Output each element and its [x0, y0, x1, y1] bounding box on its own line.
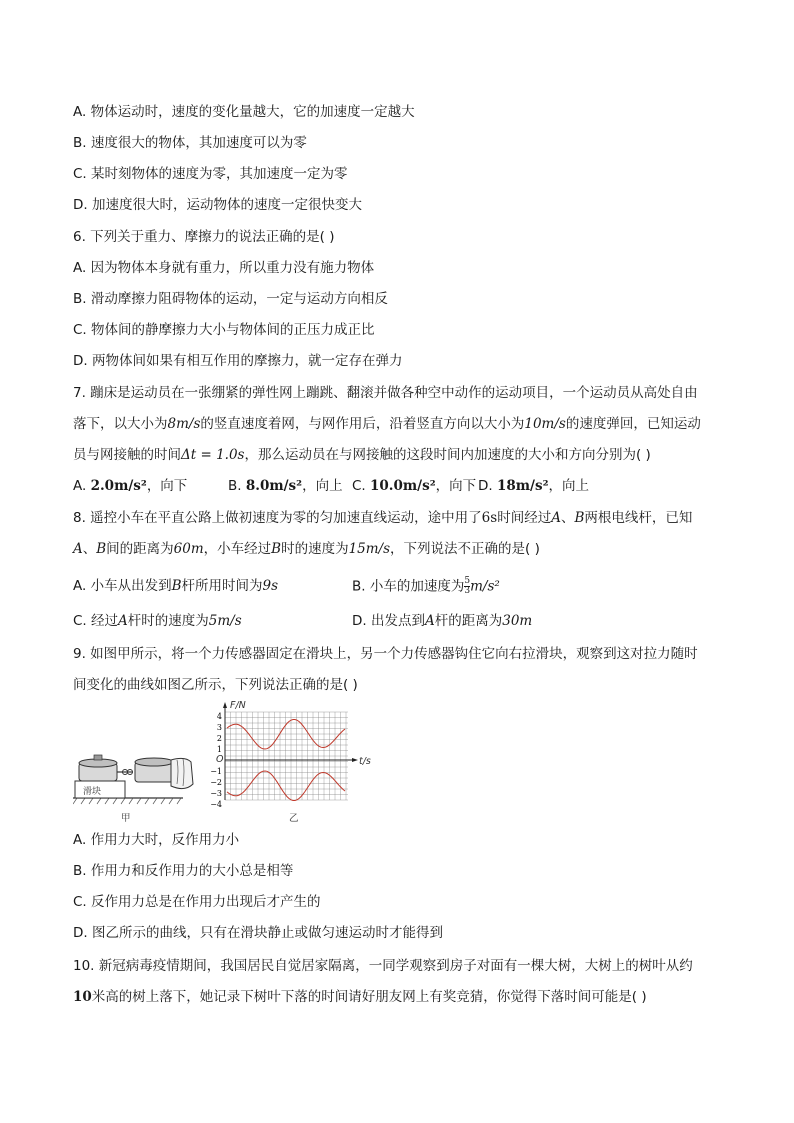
q8-stem-line2	[73, 540, 540, 558]
q5-option-d: D. 加速度很大时，运动物体的速度一定很快变大	[73, 197, 362, 213]
option-text: ，向下	[435, 478, 477, 494]
q7-option-d	[478, 477, 589, 495]
q6-option-d: D. 两物体间如果有相互作用的摩擦力，就一定存在弹力	[73, 353, 403, 369]
q7-option-c	[352, 477, 476, 495]
q8-symbol: A	[73, 541, 83, 557]
q6-option-a: A. 因为物体本身就有重力，所以重力没有施力物体	[73, 260, 375, 276]
q7-value: Δt = 1.0s	[181, 447, 245, 463]
q7-options	[73, 477, 187, 495]
q8-value: 15m/s	[348, 541, 391, 557]
y-axis-arrow	[223, 702, 227, 708]
q8-text: 杆的距离为	[434, 613, 503, 629]
option-letter: B.	[228, 478, 246, 494]
q8-value: 9s	[262, 578, 279, 594]
y-tick-label: −2	[210, 778, 222, 787]
q8-text: 杆所用时间为	[181, 578, 263, 594]
q8-text: 两根电线杆，已知	[584, 510, 693, 526]
option-letter: D.	[478, 478, 497, 494]
q8-value: 5m/s	[208, 613, 242, 629]
q8-option-a	[73, 577, 278, 595]
option-letter: C.	[352, 478, 371, 494]
q8-symbol: B	[271, 541, 282, 557]
q8-symbol: A	[551, 510, 561, 526]
q7-text: ，那么运动员在与网接触的这段时间内加速度的大小和方向分别为( )	[244, 447, 651, 463]
apparatus-diagram	[73, 700, 203, 825]
q8-option-d	[352, 612, 532, 630]
q8-text: 杆时的速度为	[127, 613, 209, 629]
option-text: ，向上	[302, 478, 343, 494]
q8-value: 30m	[502, 613, 533, 629]
q8-text: 时间经过	[497, 510, 552, 526]
figure-yi-label: 乙	[289, 813, 299, 824]
q9-option-a: A. 作用力大时，反作用力小	[73, 832, 240, 848]
q8-text: B. 小车的加速度为	[352, 578, 465, 595]
q7-stem-line3	[73, 446, 651, 464]
q7-text: 落下，以大小为	[73, 416, 168, 432]
origin-label: O	[216, 754, 224, 765]
x-axis-arrow	[352, 758, 358, 762]
force-time-graph	[208, 700, 383, 810]
q7-text: 员与网接触的时间	[73, 447, 181, 463]
q9-stem-line1: 9. 如图甲所示，将一个力传感器固定在滑块上，另一个力传感器钩住它向右拉滑块，观察到这对拉力随时	[73, 646, 698, 662]
y-tick-label: −4	[210, 800, 222, 809]
q6-option-c: C. 物体间的静摩擦力大小与物体间的正压力成正比	[73, 322, 375, 338]
y-tick-label: 1	[216, 745, 222, 754]
q8-text: 8. 遥控小车在平直公路上做初速度为零的匀加速直线运动，途中用了	[73, 510, 482, 526]
q8-option-b	[352, 577, 500, 596]
q9-stem-line2: 间变化的曲线如图乙所示，下列说法正确的是( )	[73, 677, 358, 693]
force-curve-lower	[227, 771, 345, 801]
option-text: ，向上	[548, 478, 589, 494]
q7-stem-line1: 7. 蹦床是运动员在一张绷紧的弹性网上蹦跳、翻滚并做各种空中动作的运动项目，一个运动员从高处自由	[73, 385, 698, 401]
y-tick-label: 2	[216, 734, 222, 743]
q7-text: 的速度弹回，已知运动	[565, 416, 701, 432]
y-axis-label: F/N	[230, 700, 246, 711]
q8-text: 时的速度为	[281, 541, 349, 557]
option-letter: A.	[73, 478, 91, 494]
q9-option-c: C. 反作用力总是在作用力出现后才产生的	[73, 894, 321, 910]
y-tick-label: 4	[216, 712, 222, 721]
option-value: 18m/s²	[496, 478, 549, 494]
q9-option-b: B. 作用力和反作用力的大小总是相等	[73, 863, 294, 879]
q8-value: 6s	[481, 510, 498, 526]
block-label: 滑块	[83, 787, 102, 797]
q8-value: 60m	[173, 541, 204, 557]
q8-symbol: A	[424, 613, 435, 629]
q8-text: D. 出发点到	[352, 613, 425, 629]
q8-text: A. 小车从出发到	[73, 578, 172, 594]
q8-text: ，小车经过	[203, 541, 272, 557]
q8-text: 、	[560, 510, 575, 526]
q10-value: 10	[73, 989, 92, 1005]
q7-value: 8m/s	[167, 416, 201, 432]
q8-text: C. 经过	[73, 613, 119, 629]
fraction-denominator: 3	[464, 586, 471, 596]
q10-stem-line1: 10. 新冠病毒疫情期间，我国居民自觉居家隔离，一同学观察到房子对面有一棵大树，大树上的树叶从约	[73, 958, 693, 974]
q8-symbol: B	[96, 541, 107, 557]
q5-option-a: A. 物体运动时，速度的变化量越大，它的加速度一定越大	[73, 104, 415, 120]
q10-stem-line2	[73, 988, 647, 1006]
force-curve-upper	[227, 720, 345, 750]
y-tick-label: 3	[216, 723, 222, 732]
q8-text: 间的距离为	[106, 541, 174, 557]
q8-value: m/s²	[470, 578, 500, 595]
fraction-numerator: 5	[464, 576, 471, 586]
q7-text: 的竖直速度着网，与网作用后，沿着竖直方向以大小为	[200, 416, 525, 432]
q8-text: ，下列说法不正确的是( )	[390, 541, 540, 557]
y-tick-label: −3	[210, 789, 222, 798]
option-value: 10.0m/s²	[370, 478, 436, 494]
x-axis-label: t/s	[359, 756, 371, 767]
q8-symbol: B	[574, 510, 585, 526]
q7-stem-line2	[73, 415, 701, 433]
q8-stem-line1	[73, 509, 692, 527]
y-tick-label: −1	[210, 767, 222, 776]
q8-symbol: A	[118, 613, 128, 629]
q6-stem: 6. 下列关于重力、摩擦力的说法正确的是( )	[73, 229, 335, 245]
figure-jia-label: 甲	[121, 813, 131, 824]
option-text: ，向下	[146, 478, 188, 494]
q7-value: 10m/s	[524, 416, 566, 432]
q5-option-b: B. 速度很大的物体，其加速度可以为零	[73, 135, 307, 151]
graph-grid	[225, 712, 348, 800]
q8-symbol: B	[171, 578, 182, 594]
q7-option-b	[228, 477, 343, 495]
q8-option-c	[73, 612, 242, 630]
option-value: 2.0m/s²	[90, 478, 147, 494]
q5-option-c: C. 某时刻物体的速度为零，其加速度一定为零	[73, 166, 348, 182]
q7-option-a	[73, 478, 187, 494]
q6-option-b: B. 滑动摩擦力阻碍物体的运动，一定与运动方向相反	[73, 291, 388, 307]
q9-option-d: D. 图乙所示的曲线，只有在滑块静止或做匀速运动时才能得到	[73, 925, 443, 941]
q10-text: 米高的树上落下，她记录下树叶下落的时间请好朋友网上有奖竞猜，你觉得下落时间可能是( )	[91, 989, 647, 1005]
q8-text: 、	[82, 541, 97, 557]
option-value: 8.0m/s²	[245, 478, 303, 494]
q9-figure	[73, 700, 373, 825]
